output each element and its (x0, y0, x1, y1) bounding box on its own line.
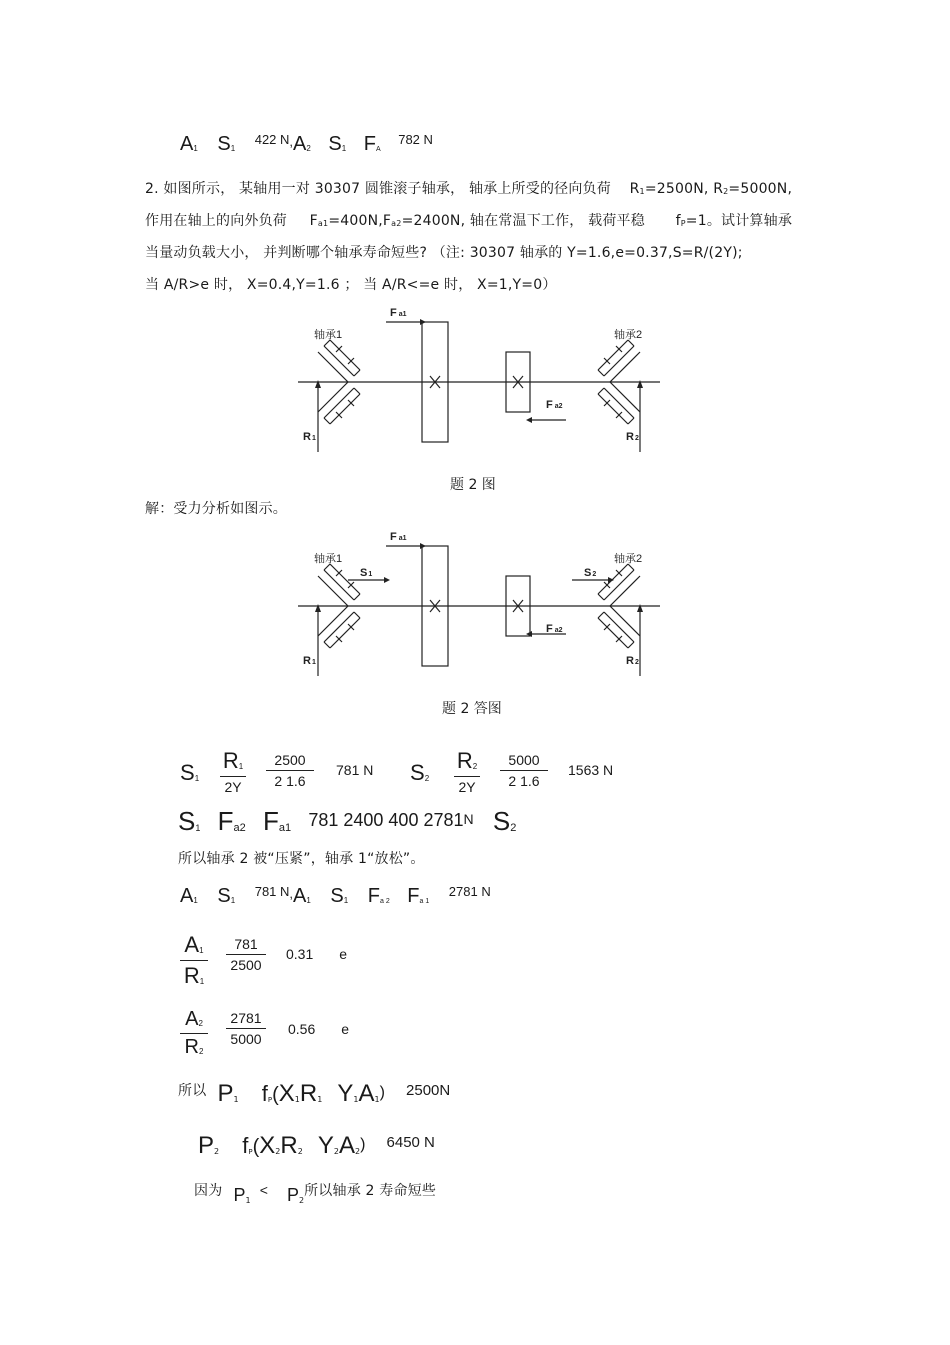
figure-2-caption: 题 2 答图 (442, 701, 502, 717)
problem-line-4: 当 A/R>e 时， X=0.4,Y=1.6 ； 当 A/R<=e 时， X=1,Y=0） (145, 277, 557, 293)
bearing-1-label: 轴承1 (314, 553, 343, 565)
problem-line-1: 2. 如图所示， 某轴用一对 30307 圆锥滚子轴承， 轴承上所受的径向负荷 R1=2500N, R2=5000N, (145, 181, 793, 197)
reaction-r1-label: R1 (303, 431, 316, 443)
eq-s1-fraction-symbolic: R1 2Y (220, 748, 246, 795)
force-fa1-label: Fa1 (390, 531, 407, 543)
final-conclusion: 因为 $P_1 < P_2$所以轴承 2 寿命短些 (194, 1182, 437, 1205)
top-equation: A1 S1 $^{422 N,}$A2 S1 FA $^{782 N}$ (180, 132, 433, 155)
eq-axial-sum: S1 Fa2 Fa1 781 2400 400 $2781^N$ S2 (178, 806, 517, 836)
bearing-2-label: 轴承2 (614, 329, 643, 341)
bearing-1-label: 轴承1 (314, 329, 343, 341)
ratio-1-value: 0.31 e (286, 946, 348, 962)
ratio-1-symbolic: A1 R1 (180, 932, 208, 989)
figure-1-caption: 题 2 图 (450, 477, 496, 493)
figure-2-diagram (290, 524, 670, 684)
force-s1-label: S1 (360, 567, 373, 579)
eq-s1-symbol: S1 (180, 760, 200, 785)
force-fa2-label: Fa2 (546, 623, 563, 635)
eq-s2-fraction-symbolic: R2 2Y (454, 748, 480, 795)
bearing-2-label: 轴承2 (614, 553, 643, 565)
force-fa2-label: Fa2 (546, 399, 563, 411)
force-fa1-label: Fa1 (390, 307, 407, 319)
value-782: 782 N (398, 132, 433, 147)
eq-s2-fraction-numeric: 5000 2 1.6 (500, 752, 548, 789)
force-s2-label: S2 (584, 567, 597, 579)
reaction-r1-label: R1 (303, 655, 316, 667)
var-a1: A (180, 133, 194, 155)
eq-s2-result: 1563 N (568, 762, 614, 778)
eq-axial-loads: A1 S1 $^{781 N,}$A1 S1 Fa 2 Fa 1 $^{2781 N}$ (180, 884, 491, 907)
conclusion-compression: 所以轴承 2 被“压紧”，轴承 1“放松”。 (178, 851, 425, 867)
eq-s2-symbol: S2 (410, 760, 430, 785)
eq-p1: 所以 P1 fP(X1R1 Y1A1) 2500N (178, 1080, 451, 1107)
eq-s1-fraction-numeric: 2500 2 1.6 (266, 752, 314, 789)
problem-line-2: 作用在轴上的向外负荷 Fa1=400N,Fa2=2400N, 轴在常温下工作， 载荷平稳 fP=1。试计算轴承 (145, 213, 793, 229)
ratio-2-value: 0.56 e (288, 1021, 350, 1037)
figure-1-diagram (290, 300, 670, 460)
solution-intro: 解：受力分析如图示。 (145, 501, 287, 517)
ratio-2-numeric: 2781 5000 (226, 1010, 266, 1047)
var-s1: S (217, 133, 231, 155)
value-422: 422 N (254, 132, 290, 147)
eq-p2: P2 fP(X2R2 Y2A2) 6450 N (198, 1132, 435, 1159)
ratio-2-symbolic: A2 R2 (180, 1008, 208, 1059)
eq-s1-result: 781 N (336, 762, 374, 778)
ratio-1-numeric: 781 2500 (226, 936, 266, 973)
problem-line-3: 当量动负载大小， 并判断哪个轴承寿命短些? （注: 30307 轴承的 Y=1.6,e=0.37,S=R/(2Y); (145, 245, 743, 261)
reaction-r2-label: R2 (626, 655, 639, 667)
reaction-r2-label: R2 (626, 431, 639, 443)
